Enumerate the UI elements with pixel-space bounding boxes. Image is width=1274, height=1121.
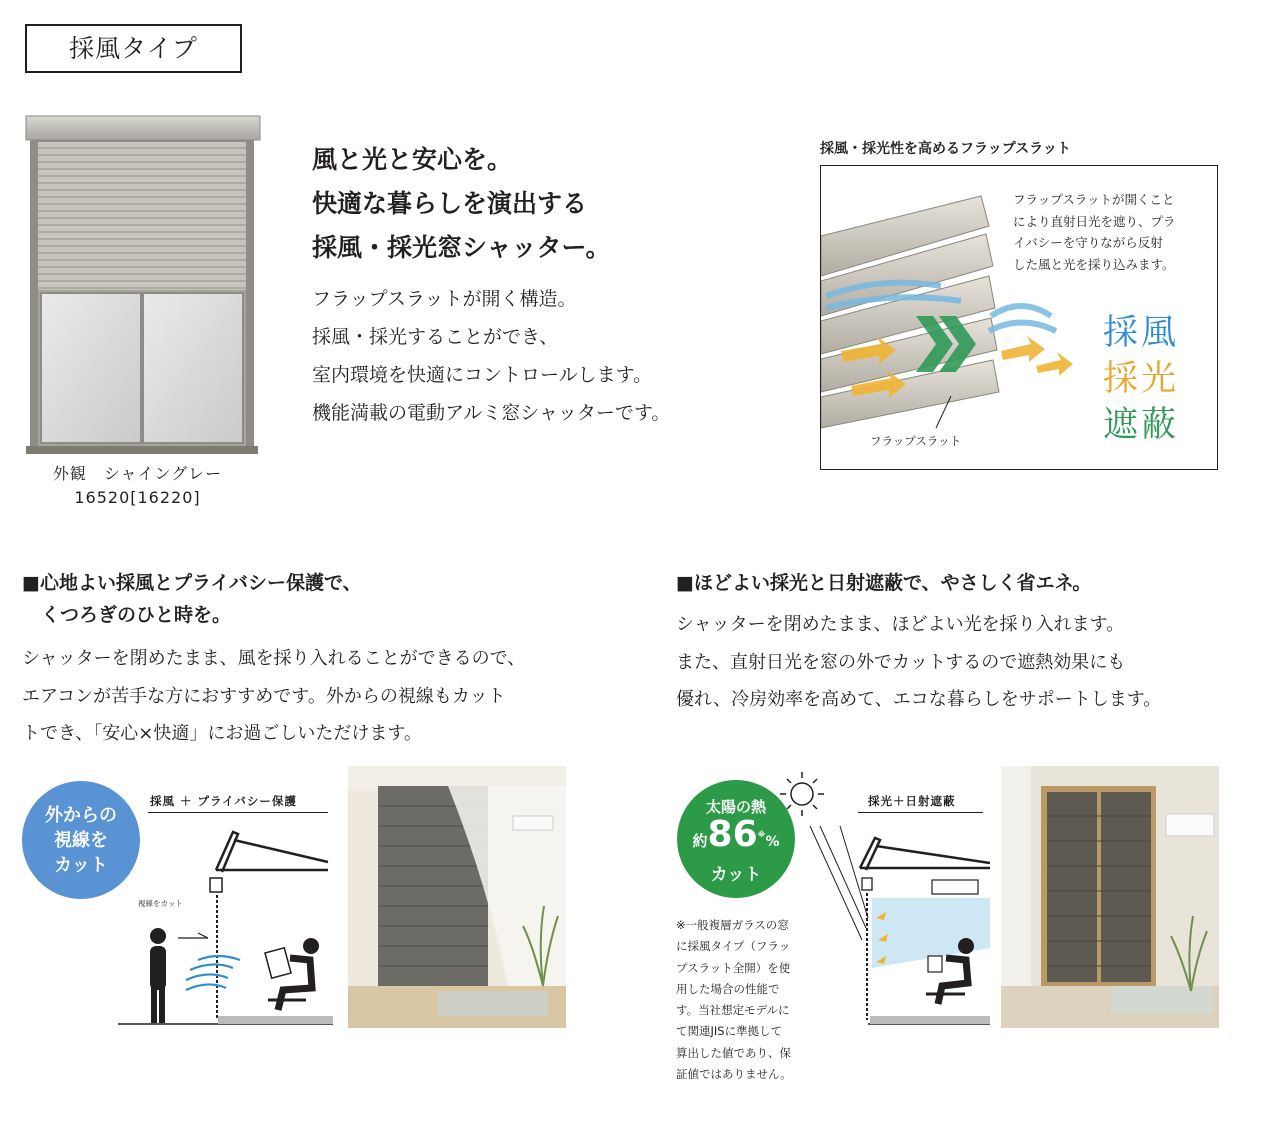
note-line: 証値ではありません。: [676, 1067, 792, 1082]
right-section-body: [676, 606, 1161, 719]
desc-line: により直射日光を遮り、プラ: [1013, 213, 1176, 229]
headline-line: 快適な暮らしを演出する: [312, 189, 588, 218]
note-line: 用した場合の性能で: [676, 981, 780, 996]
diagram-title: 採風・採光性を高めるフラップスラット: [820, 141, 1071, 157]
interior-photo-left: [348, 766, 566, 1028]
right-illustration-title: 採光＋日射遮蔽: [868, 794, 956, 808]
performance-note: [676, 915, 812, 1085]
shutter-window-photo: [22, 112, 262, 457]
body-line: また、直射日光を窓の外でカットするので遮熱効果にも: [676, 651, 1126, 673]
badge-prefix: 約: [692, 832, 708, 850]
badge-line: カット: [54, 855, 108, 876]
note-line: て関連JISに準拠して: [676, 1024, 783, 1039]
headline-line: 風と光と安心を。: [312, 145, 513, 174]
note-line: ※一般複層ガラスの窓: [676, 918, 789, 932]
desc-line: イバシーを守りながら反射: [1013, 235, 1163, 250]
desc-line: フラップスラットが開くこと: [1013, 192, 1175, 207]
badge-unit: %: [765, 834, 780, 850]
sun-icon: [791, 783, 813, 805]
intro-line: 機能満載の電動アルミ窓シャッターです。: [312, 402, 671, 424]
keyword-wind: 採風: [1103, 313, 1180, 353]
intro-line: 室内環境を快適にコントロールします。: [312, 364, 653, 386]
intro-text: [312, 280, 670, 432]
diagram-keywords: [1103, 310, 1179, 448]
badge-value-row: [677, 814, 795, 860]
body-line: エアコンが苦手な方におすすめです。外からの視線もカット: [22, 685, 506, 707]
badge-line: 外からの: [45, 805, 117, 826]
heading-line: ■心地よい採風とプライバシー保護で、: [22, 572, 362, 594]
title-underline: [148, 812, 328, 813]
badge-mark: ※: [757, 830, 766, 839]
left-section-body: [22, 640, 525, 753]
body-line: トでき、「安心×快適」にお過ごしいただけます。: [22, 723, 422, 744]
caption-model: 16520[16220]: [74, 488, 201, 507]
type-title-box: 採風タイプ: [25, 24, 242, 73]
caption-color: 外観 シャイングレー: [52, 464, 223, 483]
note-line: に採風タイプ（フラッ: [676, 939, 791, 954]
right-section-heading: ■ほどよい採光と日射遮蔽で、やさしく省エネ。: [676, 572, 1092, 594]
flap-slat-label: フラップスラット: [870, 434, 962, 448]
intro-line: フラップスラットが開く構造。: [312, 288, 577, 310]
keyword-light: 採光: [1103, 359, 1180, 399]
body-line: シャッターを閉めたまま、風を採り入れることができるので、: [22, 648, 526, 669]
heat-cut-badge: [677, 780, 795, 898]
badge-line: カット: [710, 865, 762, 885]
note-line: す。当社想定モデルに: [676, 1003, 790, 1018]
headline: [312, 138, 611, 270]
badge-line: 太陽の熱: [705, 798, 766, 816]
heading-line: くつろぎのひと時を。: [22, 604, 232, 626]
line-of-sight-label: 視線をカット: [138, 899, 183, 908]
body-line: 優れ、冷房効率を高めて、エコな暮らしをサポートします。: [676, 689, 1162, 710]
badge-value: 86: [707, 814, 758, 855]
diagram-description: [1013, 189, 1203, 275]
product-caption: [25, 462, 250, 510]
headline-line: 採風・採光窓シャッター。: [312, 233, 611, 262]
note-line: 算出した値であり、保: [676, 1045, 791, 1060]
keyword-shade: 遮蔽: [1103, 405, 1180, 445]
body-line: シャッターを閉めたまま、ほどよい光を採り入れます。: [676, 614, 1125, 635]
desc-line: した風と光を採り込みます。: [1013, 256, 1175, 272]
privacy-illustration: [118, 820, 333, 1030]
intro-line: 採風・採光することができ、: [312, 326, 559, 348]
badge-line: 視線を: [54, 830, 108, 851]
left-section-heading: [22, 567, 362, 631]
note-line: プスラット全開）を使: [676, 960, 791, 975]
interior-photo-right: [1001, 766, 1219, 1028]
left-illustration-title: 採風 ＋ プライバシー保護: [150, 794, 297, 808]
